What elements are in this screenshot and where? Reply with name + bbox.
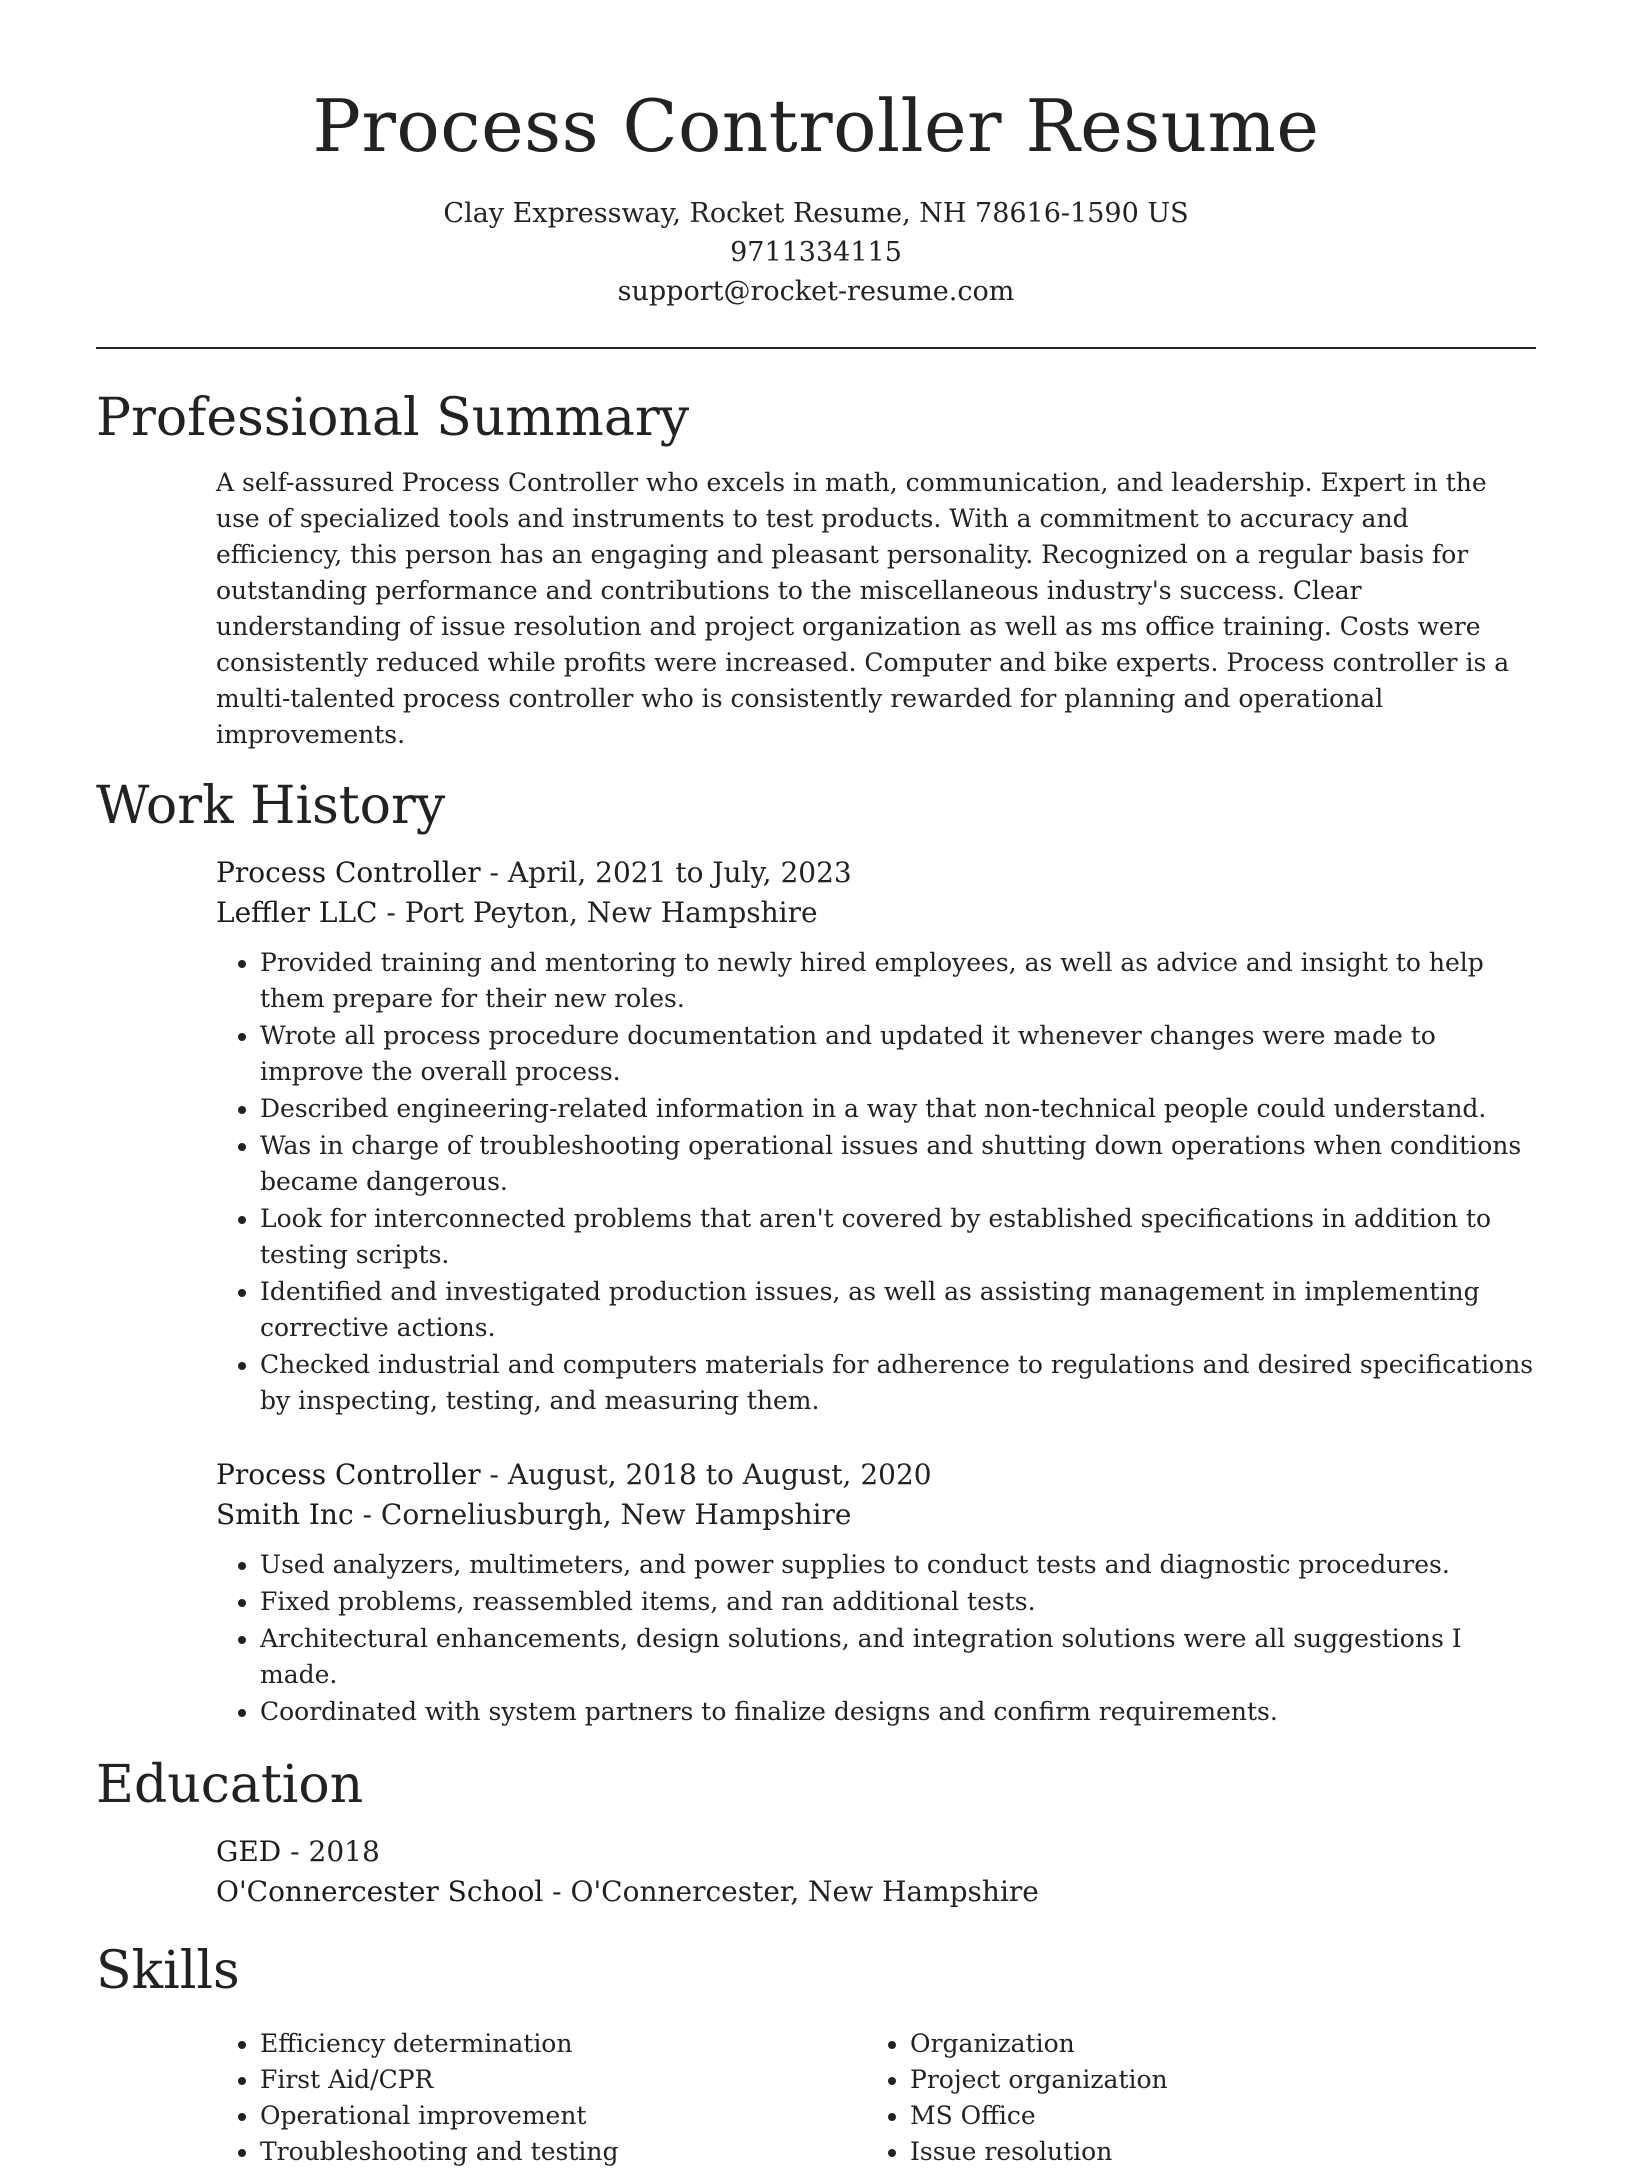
education-location: - O'Connercester, New Hampshire — [543, 1875, 1039, 1908]
skills-section — [96, 1938, 1536, 2170]
job-bullet: • Wrote all process procedure documentation and updated it whenever changes were made to improve the overall process. — [260, 1018, 1536, 1090]
skill-item: • Project organization — [910, 2062, 1516, 2098]
job-bullet: • Used analyzers, multimeters, and power supplies to conduct tests and diagnostic procedures. — [260, 1547, 1536, 1583]
summary-text: A self-assured Process Controller who excels in math, communication, and leadership. Expert in the use of specialized tools and instruments to test products. With a commitment to accuracy and efficiency, this person has an engaging and pleasant personality. Recognized on a regular basis for outstanding performance and contributions to the miscellaneous industry's success. Clear understanding of issue resolution and project organization as well as ms office training. Costs were consistently reduced while profits were increased. Computer and bike experts. Process controller is a multi-talented process controller who is consistently rewarded for planning and operational improvements. — [216, 468, 1510, 749]
job-bullets — [216, 1547, 1536, 1730]
education-school: O'Connercester School — [216, 1875, 544, 1908]
resume-header — [96, 80, 1536, 311]
skills-list-left — [216, 2026, 866, 2170]
job-bullet: • Described engineering-related information in a way that non-technical people could understand. — [260, 1091, 1536, 1127]
job-title-line — [216, 853, 1536, 893]
job-bullet: • Was in charge of troubleshooting operational issues and shutting down operations when conditions became dangerous. — [260, 1128, 1536, 1200]
work-history-heading: Work History — [96, 776, 446, 836]
job-entry — [216, 853, 1536, 1419]
job-bullet: • Look for interconnected problems that aren't covered by established specifications in addition to testing scripts. — [260, 1201, 1536, 1273]
job-bullet: • Fixed problems, reassembled items, and ran additional tests. — [260, 1584, 1536, 1620]
job-bullet: • Identified and investigated production issues, as well as assisting management in implementing corrective actions. — [260, 1274, 1536, 1346]
phone: 9711334115 — [730, 237, 902, 268]
skill-item: • Efficiency determination — [260, 2026, 866, 2062]
skills-list-right — [866, 2026, 1516, 2170]
job-company: Smith Inc — [216, 1498, 354, 1531]
skill-item: • Issue resolution — [910, 2134, 1516, 2170]
education-section — [96, 1752, 1536, 1912]
email: support@rocket-resume.com — [617, 276, 1015, 307]
job-bullet: • Checked industrial and computers materials for adherence to regulations and desired specifications by inspecting, testing, and measuring them. — [260, 1347, 1536, 1419]
job-company-line — [216, 893, 1536, 933]
job-location: - Corneliusburgh, New Hampshire — [353, 1498, 852, 1531]
header-divider — [96, 347, 1536, 349]
skill-item: • Operational improvement — [260, 2098, 866, 2134]
job-dates: - August, 2018 to August, 2020 — [480, 1458, 932, 1491]
skill-item: • Troubleshooting and testing — [260, 2134, 866, 2170]
job-location: - Port Peyton, New Hampshire — [377, 896, 818, 929]
job-dates: - April, 2021 to July, 2023 — [480, 856, 852, 889]
job-role: Process Controller — [216, 1458, 481, 1491]
job-company: Leffler LLC — [216, 896, 378, 929]
education-year: - 2018 — [281, 1835, 380, 1868]
job-role: Process Controller — [216, 856, 481, 889]
summary-section — [96, 385, 1536, 753]
education-heading: Education — [96, 1755, 364, 1815]
job-entry — [216, 1455, 1536, 1730]
job-title-line — [216, 1455, 1536, 1495]
job-bullet: • Architectural enhancements, design solutions, and integration solutions were all suggestions I made. — [260, 1621, 1536, 1693]
resume-title: Process Controller Resume — [312, 84, 1320, 168]
education-school-line — [216, 1872, 1536, 1912]
job-bullets — [216, 945, 1536, 1419]
summary-heading: Professional Summary — [96, 388, 690, 448]
job-bullet: • Provided training and mentoring to newly hired employees, as well as advice and insight to help them prepare for their new roles. — [260, 945, 1536, 1017]
skill-item: • First Aid/CPR — [260, 2062, 866, 2098]
job-bullet: • Coordinated with system partners to finalize designs and confirm requirements. — [260, 1694, 1536, 1730]
skill-item: • Organization — [910, 2026, 1516, 2062]
skill-item: • MS Office — [910, 2098, 1516, 2134]
education-degree-line — [216, 1832, 1536, 1872]
education-degree: GED — [216, 1835, 282, 1868]
skills-heading: Skills — [96, 1941, 240, 2001]
job-company-line — [216, 1495, 1536, 1535]
work-history-section — [96, 773, 1536, 1730]
address: Clay Expressway, Rocket Resume, NH 78616-1590 US — [443, 198, 1189, 229]
